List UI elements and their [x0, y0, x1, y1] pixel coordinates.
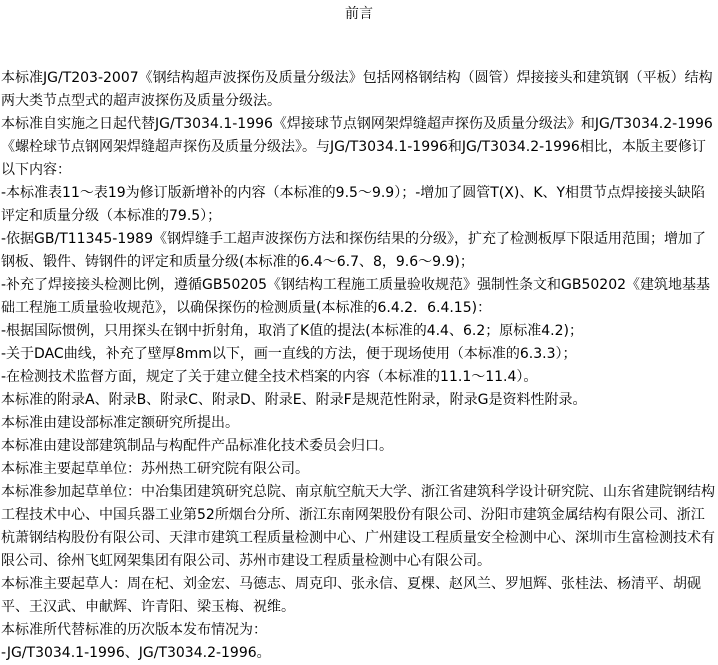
- paragraph-appendices: 本标准的附录A、附录B、附录C、附录D、附录E、附录F是规范性附录，附录G是资料性附录。: [1, 392, 587, 408]
- paragraph-change-thickness: -依据GB/T11345-1989《钢焊缝手工超声波探伤方法和探伤结果的分级》，扩充了检测板厚下限适用范围；增加了钢板、锻件、铸钢件的评定和质量分级(本标准的6.4～6.7、8，9.6～9.9)；: [1, 231, 706, 270]
- paragraph-committee: 本标准由建设部建筑制品与构配件产品标准化技术委员会归口。: [1, 438, 393, 454]
- paragraph-change-dac: -关于DAC曲线，补充了壁厚8mm以下，画一直线的方法，便于现场使用（本标准的6.3.3）；: [1, 346, 577, 362]
- paragraph-change-ratio: -补充了焊接接头检测比例，遵循GB50205《钢结构工程施工质量验收规范》强制性条文和GB50202《建筑地基基础工程施工质量验收规范》，以确保探伤的检测质量(本标准的6.4.2．6.4.15)：: [1, 277, 711, 316]
- paragraph-drafters: 本标准主要起草人：周在杞、刘金宏、马德志、周克印、张永信、夏棵、赵风兰、罗旭辉、张桂法、杨清平、胡砚平、王汉武、申献辉、许青阳、梁玉梅、祝维。: [1, 576, 701, 615]
- paragraph-main-drafter: 本标准主要起草单位：苏州热工研究院有限公司。: [1, 461, 309, 477]
- paragraph-change-tables: -本标准表11～表19为修订版新增补的内容（本标准的9.5～9.9）；-增加了圆管T(X)、K、Y相贯节点焊接接头缺陷评定和质量分级（本标准的79.5）；: [1, 185, 706, 224]
- paragraph-proposer: 本标准由建设部标准定额研究所提出。: [1, 415, 239, 431]
- paragraph-change-angle: -根据国际惯例，只用探头在钢中折射角，取消了K值的提法(本标准的4.4、6.2；原标准4.2)；: [1, 323, 583, 339]
- document-body: [1, 67, 715, 665]
- paragraph-replaces: 本标准自实施之日起代替JG/T3034.1-1996《焊接球节点钢网架焊缝超声探伤及质量分级法》和JG/T3034.2-1996《螺栓球节点钢网架焊缝超声探伤及质量分级法》。与JG/T3034.1-1996和JG/T3034.2-1996相比，本版主要修订以下内容：: [1, 116, 713, 178]
- paragraph-participants: 本标准参加起草单位：中冶集团建筑研究总院、南京航空航天大学、浙江省建筑科学设计研究院、山东省建院钢结构工程技术中心、中国兵器工业第52所烟台分所、浙江东南网架股份有限公司、汾阳市建筑金属结构有限公司、浙江杭萧钢结构股份有限公司、天津市建筑工程质量检测中心、广州建设工程质量安全检测中心、深圳市生富检测技术有限公司、徐州飞虹网架集团有限公司、苏州市建设工程质量检测中心有限公司。: [1, 484, 715, 569]
- paragraph-history-intro: 本标准所代替标准的历次版本发布情况为：: [1, 622, 267, 638]
- paragraph-history-list: -JG/T3034.1-1996、JG/T3034.2-1996。: [1, 645, 271, 661]
- document-title: 前言: [345, 6, 373, 22]
- paragraph-change-archive: -在检测技术监督方面，规定了关于建立健全技术档案的内容（本标准的11.1～11.4）。: [1, 369, 538, 385]
- paragraph-scope: 本标准JG/T203-2007《钢结构超声波探伤及质量分级法》包括网格钢结构（圆管）焊接接头和建筑钢（平板）结构两大类节点型式的超声波探伤及质量分级法。: [1, 70, 713, 109]
